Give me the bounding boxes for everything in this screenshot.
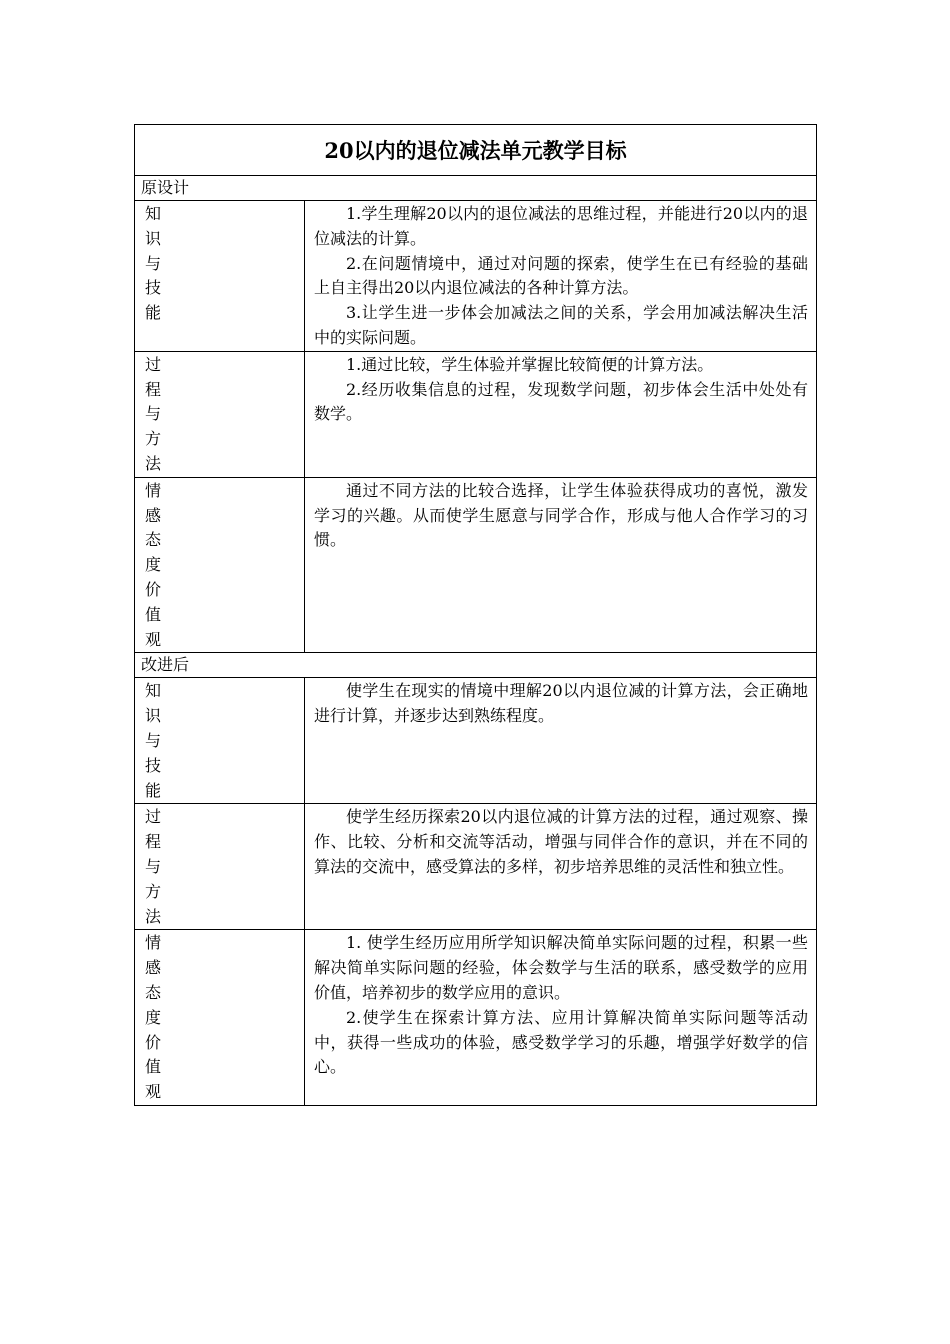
category-label: [135, 201, 305, 352]
category-label-char: 方: [145, 429, 162, 449]
category-label-char: 过: [145, 807, 162, 827]
category-label-char: 技: [145, 755, 162, 775]
category-label-char: 感: [145, 958, 162, 978]
category-label-char: 识: [145, 228, 162, 248]
objective-content: [305, 804, 817, 930]
category-label-char: 度: [145, 555, 162, 575]
category-label: [135, 930, 305, 1106]
objective-row: [135, 351, 817, 477]
objective-row: [135, 930, 817, 1106]
category-label-char: 过: [145, 354, 162, 374]
category-label-char: 能: [145, 780, 162, 800]
category-label-char: 识: [145, 706, 162, 726]
objective-row: [135, 201, 817, 352]
category-label-char: 方: [145, 881, 162, 901]
section-header-row: [135, 176, 817, 201]
objective-row: [135, 477, 817, 653]
category-label: [135, 804, 305, 930]
objective-row: [135, 804, 817, 930]
category-label-char: 技: [145, 278, 162, 298]
category-label-char: 价: [145, 1032, 162, 1052]
category-label-char: 法: [145, 453, 162, 473]
objective-paragraph: 2.使学生在探索计算方法、应用计算解决简单实际问题等活动中，获得一些成功的体验，感受数学学习的乐趣，增强学好数学的信心。: [314, 1007, 809, 1077]
category-label-char: 程: [145, 379, 162, 399]
objectives-table: [134, 124, 817, 1106]
category-label-char: 感: [145, 505, 162, 525]
objective-row: [135, 678, 817, 804]
category-label: [135, 678, 305, 804]
category-label-char: 值: [145, 1057, 162, 1077]
category-label-char: 与: [145, 404, 162, 424]
category-label-char: 法: [145, 906, 162, 926]
category-label-char: 情: [145, 480, 162, 500]
section-heading: 改进后: [135, 653, 817, 678]
category-label-char: 情: [145, 933, 162, 953]
category-label-char: 价: [145, 579, 162, 599]
objective-paragraph: 2.在问题情境中，通过对问题的探索，使学生在已有经验的基础上自主得出20以内退位减法的各种计算方法。: [314, 253, 809, 298]
objective-content: [305, 930, 817, 1106]
category-label-char: 观: [145, 1082, 162, 1102]
category-label-char: 与: [145, 730, 162, 750]
document-title: 20以内的退位减法单元教学目标: [135, 125, 817, 176]
objective-content: [305, 351, 817, 477]
objective-paragraph: 1.通过比较，学生体验并掌握比较简便的计算方法。: [346, 354, 714, 374]
category-label-char: 知: [145, 204, 162, 223]
objective-paragraph: 使学生在现实的情境中理解20以内退位减的计算方法，会正确地进行计算，并逐步达到熟练程度。: [314, 681, 809, 726]
table-body: [135, 125, 817, 1106]
category-label-char: 态: [145, 530, 162, 550]
category-label-char: 观: [145, 629, 162, 649]
title-row: [135, 125, 817, 176]
category-label-char: 与: [145, 856, 162, 876]
category-label-char: 值: [145, 604, 162, 624]
category-label-char: 知: [145, 681, 162, 701]
category-label-char: 与: [145, 253, 162, 273]
objective-paragraph: 使学生经历探索20以内退位减的计算方法的过程，通过观察、操作、比较、分析和交流等活动，增强与同伴合作的意识，并在不同的算法的交流中，感受算法的多样，初步培养思维的灵活性和独立性。: [314, 807, 809, 876]
objective-paragraph: 通过不同方法的比较合选择，让学生体验获得成功的喜悦，激发学习的兴趣。从而使学生愿意与同学合作，形成与他人合作学习的习惯。: [314, 480, 809, 550]
category-label-char: 度: [145, 1007, 162, 1027]
category-label-char: 态: [145, 982, 162, 1002]
category-label-char: 程: [145, 832, 162, 852]
objective-paragraph: 1. 使学生经历应用所学知识解决简单实际问题的过程，积累一些解决简单实际问题的经验，体会数学与生活的联系，感受数学的应用价值，培养初步的数学应用的意识。: [314, 933, 809, 1002]
objective-content: [305, 678, 817, 804]
section-heading: 原设计: [135, 176, 817, 201]
objective-content: [305, 201, 817, 352]
category-label-char: 能: [145, 303, 162, 323]
objective-paragraph: 2.经历收集信息的过程，发现数学问题，初步体会生活中处处有数学。: [314, 379, 809, 424]
category-label: [135, 477, 305, 653]
objective-paragraph: 1.学生理解20以内的退位减法的思维过程，并能进行20以内的退位减法的计算。: [314, 204, 809, 248]
category-label: [135, 351, 305, 477]
section-header-row: [135, 653, 817, 678]
objective-paragraph: 3.让学生进一步体会加减法之间的关系，学会用加减法解决生活中的实际问题。: [314, 303, 809, 347]
objective-content: [305, 477, 817, 653]
